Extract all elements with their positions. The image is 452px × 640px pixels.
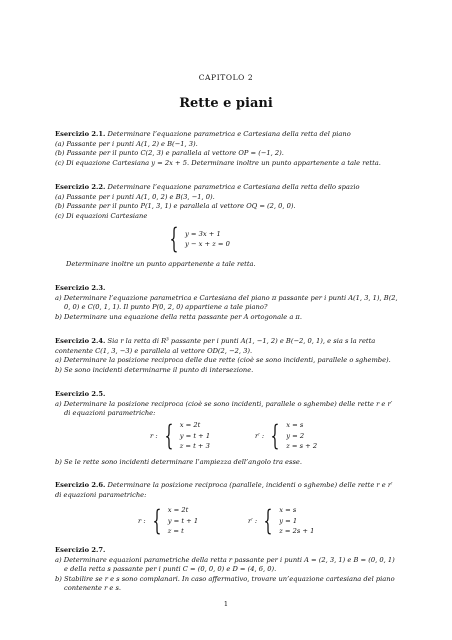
item-b: b) Determinare una equazione della retta passante per A ortogonale a π. [55, 312, 302, 321]
brace: { [169, 222, 179, 255]
exercise-2-6 [55, 481, 400, 500]
exercise-text: Determinare la posizione reciproca (parallele, incidenti o sghembe) delle rette r e r′ di equazioni parametriche: [55, 481, 393, 499]
exercise-heading: Esercizio 2.1. [55, 130, 106, 138]
system-r-prime [255, 420, 317, 452]
exercise-2-5 [55, 390, 400, 419]
exercise-text: Determinare l’equazione parametrica e Cartesiana della retta del piano [107, 130, 351, 138]
exercise-2-2 [55, 183, 400, 221]
equation: z = 2s + 1 [279, 527, 315, 535]
brace: { [263, 503, 273, 537]
item-b: (b) Passante per il punto C(2, 3) e parallela al vettore OP = (−1, 2). [55, 149, 284, 158]
equation: x = s [286, 421, 304, 429]
system-r [138, 505, 198, 537]
exercise-heading: Esercizio 2.3. [55, 284, 106, 292]
equation: x = 2t [179, 421, 201, 429]
equation: z = t [167, 527, 184, 535]
item-c: (c) Di equazione Cartesiana y = 2x + 5. Determinare inoltre un punto appartenente a tale retta. [55, 158, 381, 167]
exercise-heading: Esercizio 2.7. [55, 546, 106, 554]
system-r [150, 420, 210, 452]
item-a: (a) Passante per i punti A(1, 0, 2) e B(3, −1, 0). [55, 192, 215, 201]
equation: y − x + z = 0 [184, 240, 230, 248]
system-label: r : [150, 431, 158, 440]
brace: { [164, 418, 174, 452]
exercise-text: Determinare l’equazione parametrica e Cartesiana della retta dello spazio [107, 183, 360, 191]
item-b: (b) Passante per il punto P(1, 3, 1) e parallela al vettore OQ = (2, 0, 0). [55, 202, 296, 211]
item-b: b) Se le rette sono incidenti determinare l’ampiezza dell’angolo tra esse. [55, 458, 302, 466]
system-label: r′ : [255, 431, 265, 440]
chapter-label: CAPITOLO 2 [198, 73, 254, 82]
exercise-2-5-b [55, 458, 400, 468]
item-a: a) Determinare la posizione reciproca delle due rette (cioè se sono incidenti, parallele o sghembe). [55, 356, 391, 365]
equation: z = t + 3 [179, 442, 210, 450]
system-r-prime [248, 505, 314, 537]
item-a: (a) Passante per i punti A(1, 2) e B(−1, 3). [55, 139, 198, 148]
item-a: a) Determinare la posizione reciproca (cioè se sono incidenti, parallele o sghembe) delle rette r e r′ di equazioni parametriche: [55, 399, 393, 418]
exercise-2-1 [55, 130, 400, 168]
equation: y = 1 [279, 516, 298, 525]
system-label: r′ : [248, 516, 258, 525]
equation: z = s + 2 [286, 442, 318, 450]
exercise-2-2-after [66, 260, 411, 270]
equation: y = t + 1 [167, 516, 199, 525]
item-b: b) Stabilire se r e s sono complanari. In caso affermativo, trovare un’equazione cartesiana del piano contenente r e s. [55, 574, 395, 593]
item-text: Determinare inoltre un punto appartenente a tale retta. [66, 260, 256, 268]
cartesian-system [165, 222, 230, 255]
item-a: a) Determinare equazioni parametriche della retta r passante per i punti A = (2, 3, 1) e B = (0, 0, 1) e della retta s passante per i punti C = (0, 0, 0) e D = (4, 6, 0). [55, 555, 395, 574]
system-label: r : [138, 516, 146, 525]
equation: x = s [279, 506, 297, 514]
chapter-title: Rette e piani [179, 96, 273, 111]
exercise-2-3 [55, 284, 400, 322]
page-number: 1 [223, 600, 229, 608]
exercise-2-7 [55, 546, 400, 594]
equation: y = t + 1 [179, 431, 211, 440]
equation: y = 3x + 1 [184, 229, 221, 238]
exercise-heading: Esercizio 2.6. [55, 481, 106, 489]
brace: { [270, 418, 280, 452]
item-b: b) Se sono incidenti determinarne il punto di intersezione. [55, 365, 254, 374]
item-a: a) Determinare l’equazione parametrica e Cartesiana del piano π passante per i punti A(1, 3, 1), B(2, 0, 0) e C(0, 1, 1). Il punto P(0, 2, 0) appartiene a tale piano? [55, 293, 398, 312]
exercise-text: Sia r la retta di R³ passante per i punti A(1, −1, 2) e B(−2, 0, 1), e sia s la retta contenente C(1, 3, −3) e parallela al vettore OD(2, −2, 3). [55, 337, 376, 355]
brace: { [152, 503, 162, 537]
exercise-heading: Esercizio 2.5. [55, 390, 106, 398]
exercise-heading: Esercizio 2.4. [55, 337, 106, 345]
item-c: (c) Di equazioni Cartesiane [55, 211, 148, 220]
equation: x = 2t [167, 506, 189, 514]
exercise-2-4 [55, 337, 400, 375]
exercise-heading: Esercizio 2.2. [55, 183, 106, 191]
equation: y = 2 [286, 431, 305, 440]
